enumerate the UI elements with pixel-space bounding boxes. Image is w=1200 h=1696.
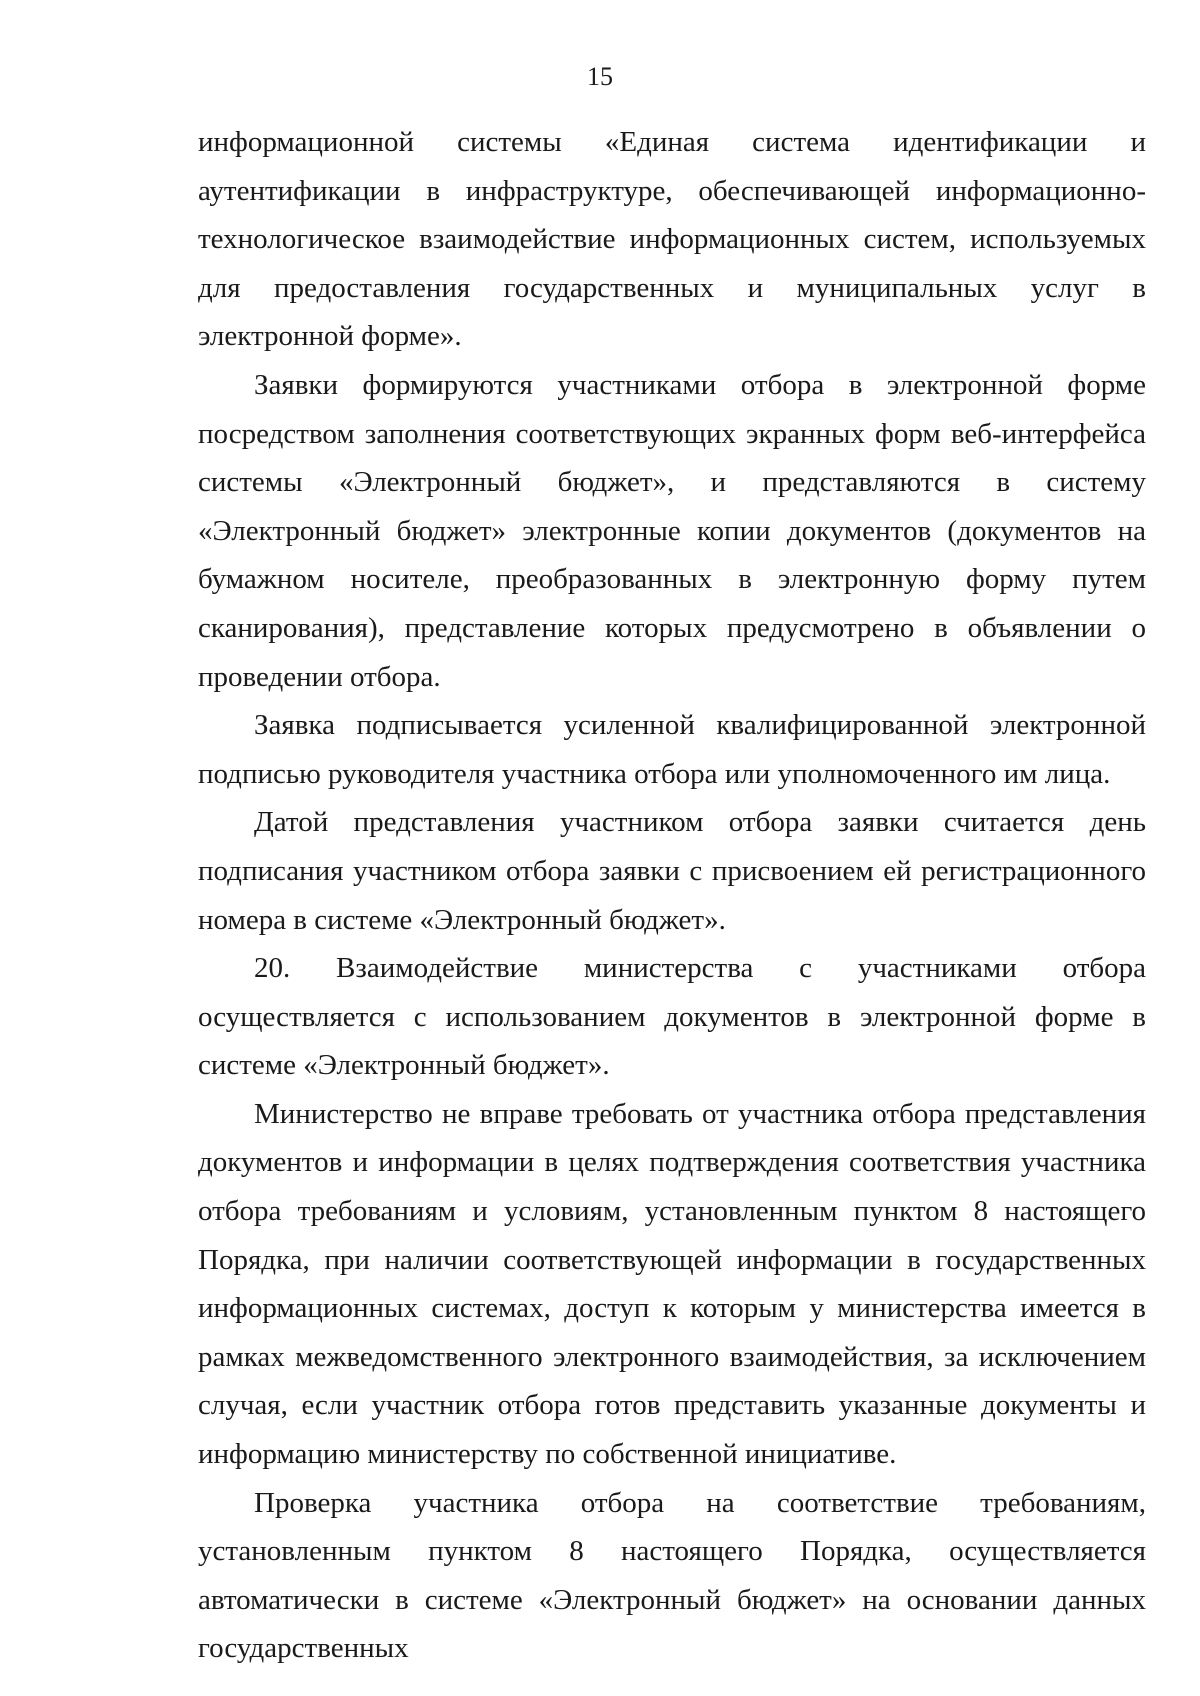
paragraph: Министерство не вправе требовать от участника отбора представления документов и информации в целях подтверждения соответствия участника отбора требованиям и условиям, установленным пунктом 8 настоящего Порядка, при наличии соответствующей информации в государственных информационных системах, доступ к которым у министерства имеется в рамках межведомственного электронного взаимодействия, за исключением случая, если участник отбора готов представить указанные документы и информацию министерству по собственной инициативе. [198, 1097, 1146, 1471]
document-body [198, 118, 1146, 1673]
paragraph: Проверка участника отбора на соответствие требованиям, установленным пунктом 8 настоящего Порядка, осуществляется автоматически в системе «Электронный бюджет» на основании данных государственных [198, 1486, 1146, 1665]
paragraph: информационной системы «Единая система идентификации и аутентификации в инфраструктуре, обеспечивающей информационно-технологическое взаимодействие информационных систем, используемых для предоставления государственных и муниципальных услуг в электронной форме». [198, 126, 1146, 353]
paragraph: Заявка подписывается усиленной квалифицированной электронной подписью руководителя участника отбора или уполномоченного им лица. [198, 709, 1146, 790]
paragraph: 20. Взаимодействие министерства с участниками отбора осуществляется с использованием документов в электронной форме в системе «Электронный бюджет». [198, 952, 1146, 1082]
paragraph: Заявки формируются участниками отбора в электронной форме посредством заполнения соответствующих экранных форм веб-интерфейса системы «Электронный бюджет», и представляются в систему «Электронный бюджет» электронные копии документов (документов на бумажном носителе, преобразованных в электронную форму путем сканирования), представление которых предусмотрено в объявлении о проведении отбора. [198, 368, 1146, 693]
page-number: 15 [587, 62, 613, 91]
paragraph: Датой представления участником отбора заявки считается день подписания участником отбора заявки с присвоением ей регистрационного номера в системе «Электронный бюджет». [198, 806, 1146, 936]
